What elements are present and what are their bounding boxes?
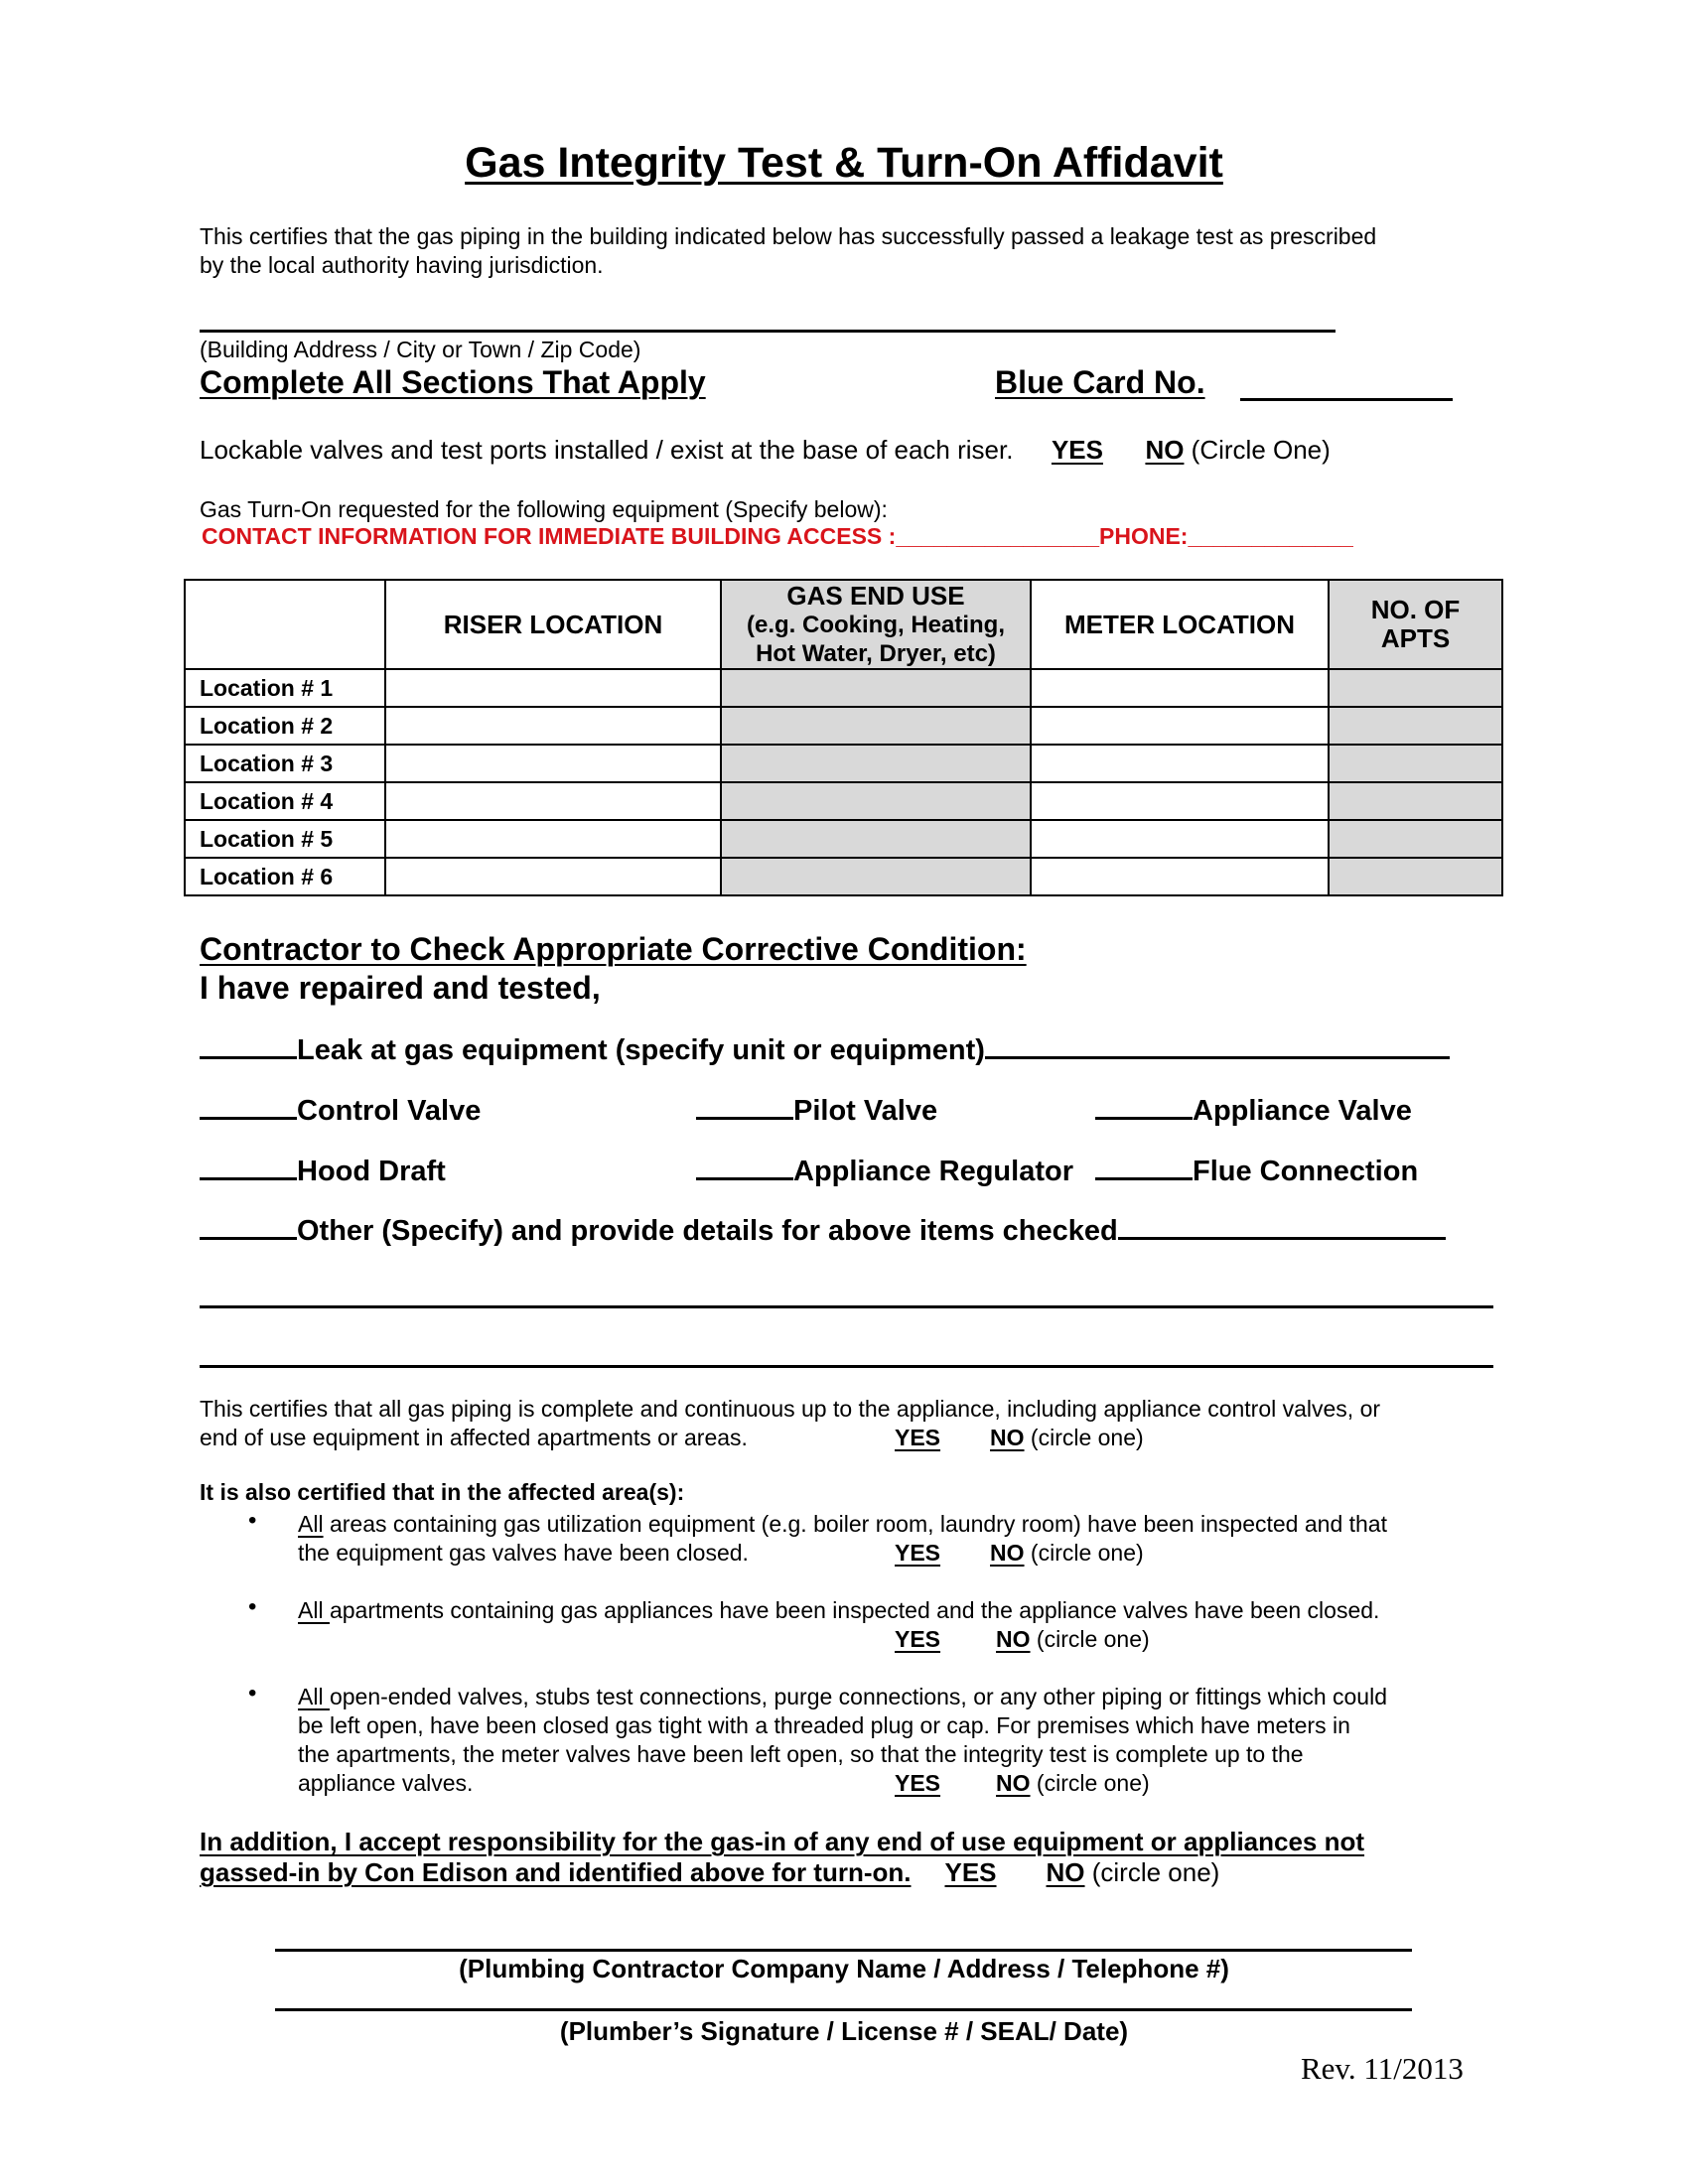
pilot-valve-blank[interactable] [696, 1093, 793, 1120]
appliance-regulator-label: Appliance Regulator [793, 1156, 1073, 1187]
plumber-label: (Plumber’s Signature / License # / SEAL/ Date) [559, 2016, 1129, 2046]
apts-cell[interactable] [1329, 820, 1502, 858]
addition-line-1: In addition, I accept responsibility for the gas-in of any end of use equipment or appliances not [200, 1827, 1365, 1856]
bullet-3-text: open-ended valves, stubs test connections, purge connections, or any other piping or fittings which could [329, 1684, 1387, 1709]
company-signature-line[interactable] [275, 1949, 1412, 1952]
bullet-2-text: apartments containing gas appliances have been inspected and the appliance valves have been closed. [329, 1597, 1380, 1623]
row-label: Location # 2 [185, 707, 385, 745]
addition-no[interactable]: NO [1046, 1857, 1085, 1887]
apts-cell[interactable] [1329, 669, 1502, 707]
addition-hint: (circle one) [1091, 1857, 1220, 1887]
bullet-1-no[interactable]: NO [990, 1540, 1025, 1566]
bullet-1-yes[interactable]: YES [895, 1540, 941, 1566]
header-riser-location: RISER LOCATION [385, 580, 721, 669]
gas-end-use-cell[interactable] [721, 707, 1031, 745]
apts-cell[interactable] [1329, 858, 1502, 895]
hood-draft-blank[interactable] [200, 1154, 297, 1180]
table-row [185, 707, 1502, 745]
leak-label: Leak at gas equipment (specify unit or equipment) [297, 1034, 985, 1066]
bullet-3-all: All [298, 1684, 330, 1709]
blue-card-field[interactable] [1240, 398, 1453, 401]
contact-info-row [202, 523, 1353, 550]
certify-hint: (circle one) [1030, 1425, 1144, 1450]
row-label: Location # 5 [185, 820, 385, 858]
appliance-valve-item [1095, 1093, 1412, 1128]
leak-row [200, 1032, 1450, 1067]
bullet-2-line-1 [298, 1596, 1379, 1625]
riser-location-cell[interactable] [385, 858, 721, 895]
certify-yes[interactable]: YES [895, 1425, 941, 1450]
bullet-1-answer [895, 1539, 1144, 1568]
addition-yes[interactable]: YES [944, 1857, 997, 1887]
bullet-3-line-4: appliance valves. [298, 1770, 474, 1796]
page-title-text: Gas Integrity Test & Turn-On Affidavit [465, 139, 1223, 187]
header-apts-line2: APTS [1380, 623, 1451, 653]
riser-location-cell[interactable] [385, 782, 721, 820]
phone-label: PHONE: [1099, 523, 1189, 549]
pilot-valve-item [696, 1093, 937, 1128]
intro-line-2: by the local authority having jurisdiction. [200, 252, 604, 278]
control-valve-label: Control Valve [297, 1095, 482, 1127]
hood-draft-label: Hood Draft [297, 1156, 446, 1187]
gas-end-use-cell[interactable] [721, 782, 1031, 820]
meter-location-cell[interactable] [1031, 745, 1329, 782]
bullet-1-hint: (circle one) [1030, 1540, 1144, 1566]
riser-location-cell[interactable] [385, 707, 721, 745]
appliance-valve-blank[interactable] [1095, 1093, 1193, 1120]
certify-line-2: end of use equipment in affected apartments or areas. [200, 1425, 748, 1450]
meter-location-cell[interactable] [1031, 782, 1329, 820]
riser-location-cell[interactable] [385, 669, 721, 707]
flue-connection-item [1095, 1154, 1418, 1188]
blue-card-label: Blue Card No. [995, 364, 1205, 400]
meter-location-cell[interactable] [1031, 707, 1329, 745]
appliance-regulator-blank[interactable] [696, 1154, 793, 1180]
header-meter-location: METER LOCATION [1031, 580, 1329, 669]
bullet-icon: • [248, 1593, 257, 1620]
bullet-1-text: areas containing gas utilization equipment (e.g. boiler room, laundry room) have been inspected and that [323, 1511, 1387, 1537]
pilot-valve-label: Pilot Valve [793, 1095, 938, 1127]
header-location [185, 580, 385, 669]
certify-line-1: This certifies that all gas piping is complete and continuous up to the appliance, including appliance control valves, or [200, 1396, 1381, 1422]
bullet-2-answer [895, 1625, 1150, 1654]
lockable-no[interactable]: NO [1145, 435, 1185, 465]
bullet-icon: • [248, 1680, 257, 1706]
bullet-3-line-3: the apartments, the meter valves have been left open, so that the integrity test is complete up to the [298, 1741, 1304, 1767]
bullet-1-all: All [298, 1511, 324, 1537]
phone-field[interactable]: _____________ [1188, 523, 1353, 549]
bullet-icon: • [248, 1507, 257, 1534]
gas-end-use-cell[interactable] [721, 669, 1031, 707]
bullet-3-yes[interactable]: YES [895, 1770, 941, 1796]
bullet-2-all: All [298, 1597, 330, 1623]
leak-checkbox-blank[interactable] [200, 1032, 297, 1059]
revision-label: Rev. 11/2013 [1301, 2051, 1464, 2086]
riser-location-cell[interactable] [385, 820, 721, 858]
location-table [184, 579, 1503, 896]
bullet-3-no[interactable]: NO [996, 1770, 1031, 1796]
header-apts-line1: NO. OF [1370, 595, 1461, 624]
apts-cell[interactable] [1329, 707, 1502, 745]
addition-line-2-row [200, 1857, 1219, 1888]
lockable-hint: (Circle One) [1191, 435, 1331, 465]
bullet-3-hint: (circle one) [1036, 1770, 1150, 1796]
sections-heading: Complete All Sections That Apply [200, 364, 706, 400]
table-row [185, 669, 1502, 707]
other-label: Other (Specify) and provide details for above items checked [297, 1215, 1118, 1247]
row-label: Location # 4 [185, 782, 385, 820]
hood-draft-item [200, 1154, 446, 1188]
intro-line-1: This certifies that the gas piping in the building indicated below has successfully passed a leakage test as prescribed [200, 223, 1377, 249]
leak-specify-field[interactable] [985, 1032, 1450, 1059]
other-row [200, 1213, 1446, 1248]
page-title [0, 139, 1688, 188]
lockable-question [200, 435, 1331, 466]
company-label: (Plumbing Contractor Company Name / Address / Telephone #) [459, 1954, 1229, 1983]
row-label: Location # 6 [185, 858, 385, 895]
details-line-1[interactable] [200, 1305, 1493, 1308]
row-label: Location # 1 [185, 669, 385, 707]
certify-no[interactable]: NO [990, 1425, 1025, 1450]
apts-cell[interactable] [1329, 782, 1502, 820]
other-details-field[interactable] [1118, 1213, 1446, 1240]
other-blank[interactable] [200, 1213, 297, 1240]
gas-end-use-cell[interactable] [721, 820, 1031, 858]
table-row [185, 858, 1502, 895]
gas-end-use-cell[interactable] [721, 745, 1031, 782]
appliance-valve-label: Appliance Valve [1193, 1095, 1412, 1127]
turn-on-text: Gas Turn-On requested for the following equipment (Specify below): [200, 496, 888, 522]
table-row [185, 745, 1502, 782]
lockable-yes[interactable]: YES [1051, 435, 1103, 465]
lockable-text: Lockable valves and test ports installed / exist at the base of each riser. [200, 435, 1014, 465]
table-row [185, 782, 1502, 820]
riser-location-cell[interactable] [385, 745, 721, 782]
row-label: Location # 3 [185, 745, 385, 782]
meter-location-cell[interactable] [1031, 858, 1329, 895]
header-gas-end-use-title: GAS END USE [786, 580, 965, 611]
control-valve-blank[interactable] [200, 1093, 297, 1120]
corrective-subheading: I have repaired and tested, [200, 970, 601, 1006]
header-gas-end-use-sub1: (e.g. Cooking, Heating, [746, 611, 1005, 638]
corrective-heading: Contractor to Check Appropriate Corrective Condition: [200, 931, 1027, 967]
header-gas-end-use-sub2: Hot Water, Dryer, etc) [756, 639, 996, 667]
meter-location-cell[interactable] [1031, 820, 1329, 858]
header-no-of-apts [1329, 580, 1502, 669]
addition-line-2: gassed-in by Con Edison and identified above for turn-on. [200, 1857, 912, 1887]
flue-connection-blank[interactable] [1095, 1154, 1193, 1180]
flue-connection-label: Flue Connection [1193, 1156, 1419, 1187]
appliance-regulator-item [696, 1154, 1073, 1188]
building-address-field[interactable] [200, 330, 1336, 333]
bullet-3-line-2: be left open, have been closed gas tight with a threaded plug or cap. For premises which have meters in [298, 1712, 1350, 1738]
bullet-1-line-2: the equipment gas valves have been closed. [298, 1540, 749, 1566]
certify-answer [895, 1424, 1144, 1452]
bullet-1-line-1 [298, 1510, 1387, 1539]
contact-label: CONTACT INFORMATION FOR IMMEDIATE BUILDING ACCESS : [202, 523, 897, 549]
bullet-2-no[interactable]: NO [996, 1626, 1031, 1652]
also-heading: It is also certified that in the affected area(s): [200, 1479, 685, 1505]
gas-end-use-cell[interactable] [721, 858, 1031, 895]
meter-location-cell[interactable] [1031, 669, 1329, 707]
plumber-signature-line[interactable] [275, 2008, 1412, 2011]
table-header-row [185, 580, 1502, 669]
building-address-label: (Building Address / City or Town / Zip Code) [200, 337, 641, 362]
contact-field[interactable]: ________________ [896, 523, 1099, 549]
bullet-3-answer [895, 1769, 1150, 1798]
bullet-2-hint: (circle one) [1036, 1626, 1150, 1652]
header-gas-end-use [721, 580, 1031, 669]
apts-cell[interactable] [1329, 745, 1502, 782]
control-valve-item [200, 1093, 481, 1128]
bullet-3-line-1 [298, 1683, 1387, 1711]
details-line-2[interactable] [200, 1365, 1493, 1368]
bullet-2-yes[interactable]: YES [895, 1626, 941, 1652]
table-row [185, 820, 1502, 858]
